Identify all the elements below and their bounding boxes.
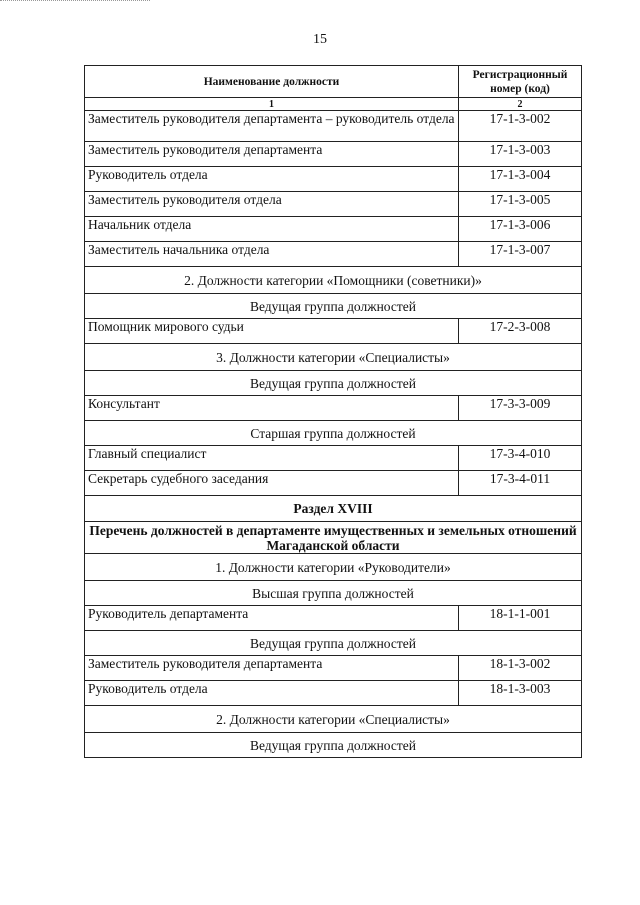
- table-row: [85, 656, 582, 681]
- position-code: 18-1-3-003: [459, 681, 582, 706]
- position-code: 17-1-3-007: [459, 242, 582, 267]
- category-row: [85, 267, 582, 294]
- table-row: [85, 242, 582, 267]
- group-row: [85, 294, 582, 319]
- category-row: [85, 706, 582, 733]
- group-heading: Ведущая группа должностей: [85, 733, 582, 758]
- table-row: [85, 111, 582, 142]
- position-name: Секретарь судебного заседания: [85, 471, 459, 496]
- position-name: Руководитель отдела: [85, 681, 459, 706]
- table-row: [85, 319, 582, 344]
- column-index-2: 2: [459, 98, 582, 111]
- position-name: Заместитель начальника отдела: [85, 242, 459, 267]
- table-row: [85, 606, 582, 631]
- category-heading: 2. Должности категории «Помощники (советники)»: [85, 267, 582, 294]
- table-row: [85, 217, 582, 242]
- group-heading: Ведущая группа должностей: [85, 631, 582, 656]
- position-name: Консультант: [85, 396, 459, 421]
- position-name: Помощник мирового судьи: [85, 319, 459, 344]
- position-name: Заместитель руководителя департамента: [85, 656, 459, 681]
- position-name: Руководитель департамента: [85, 606, 459, 631]
- position-code: 17-1-3-005: [459, 192, 582, 217]
- position-name: Заместитель руководителя отдела: [85, 192, 459, 217]
- page-number: 15: [313, 32, 327, 47]
- column-index-1: 1: [85, 98, 459, 111]
- column-header-code: Регистрационный номер (код): [459, 66, 582, 98]
- position-code: 17-3-4-010: [459, 446, 582, 471]
- group-row: [85, 371, 582, 396]
- table-row: [85, 446, 582, 471]
- group-heading: Ведущая группа должностей: [85, 294, 582, 319]
- table-row: [85, 142, 582, 167]
- column-header-name: Наименование должности: [85, 66, 459, 98]
- scan-corner-mark: [0, 0, 150, 2]
- group-row: [85, 733, 582, 758]
- position-code: 17-1-3-002: [459, 111, 582, 142]
- position-name: Заместитель руководителя департамента: [85, 142, 459, 167]
- department-heading: Перечень должностей в департаменте имущественных и земельных отношений Магаданской области: [85, 522, 582, 554]
- position-code: 17-1-3-006: [459, 217, 582, 242]
- group-row: [85, 421, 582, 446]
- position-code: 17-2-3-008: [459, 319, 582, 344]
- category-row: [85, 344, 582, 371]
- section-heading: Раздел XVIII: [85, 496, 582, 522]
- position-name: Главный специалист: [85, 446, 459, 471]
- table-row: [85, 471, 582, 496]
- category-heading: 2. Должности категории «Специалисты»: [85, 706, 582, 733]
- position-code: 17-3-4-011: [459, 471, 582, 496]
- department-row: [85, 522, 582, 554]
- category-heading: 1. Должности категории «Руководители»: [85, 554, 582, 581]
- group-heading: Старшая группа должностей: [85, 421, 582, 446]
- category-row: [85, 554, 582, 581]
- group-heading: Ведущая группа должностей: [85, 371, 582, 396]
- position-name: Руководитель отдела: [85, 167, 459, 192]
- table-row: [85, 192, 582, 217]
- section-row: [85, 496, 582, 522]
- group-row: [85, 631, 582, 656]
- positions-table: [84, 65, 582, 758]
- position-code: 17-1-3-003: [459, 142, 582, 167]
- table-row: [85, 396, 582, 421]
- position-code: 18-1-1-001: [459, 606, 582, 631]
- position-name: Начальник отдела: [85, 217, 459, 242]
- position-name: Заместитель руководителя департамента – руководитель отдела: [85, 111, 459, 142]
- table-row: [85, 681, 582, 706]
- group-heading: Высшая группа должностей: [85, 581, 582, 606]
- table-row: [85, 167, 582, 192]
- position-code: 17-1-3-004: [459, 167, 582, 192]
- position-code: 17-3-3-009: [459, 396, 582, 421]
- group-row: [85, 581, 582, 606]
- category-heading: 3. Должности категории «Специалисты»: [85, 344, 582, 371]
- position-code: 18-1-3-002: [459, 656, 582, 681]
